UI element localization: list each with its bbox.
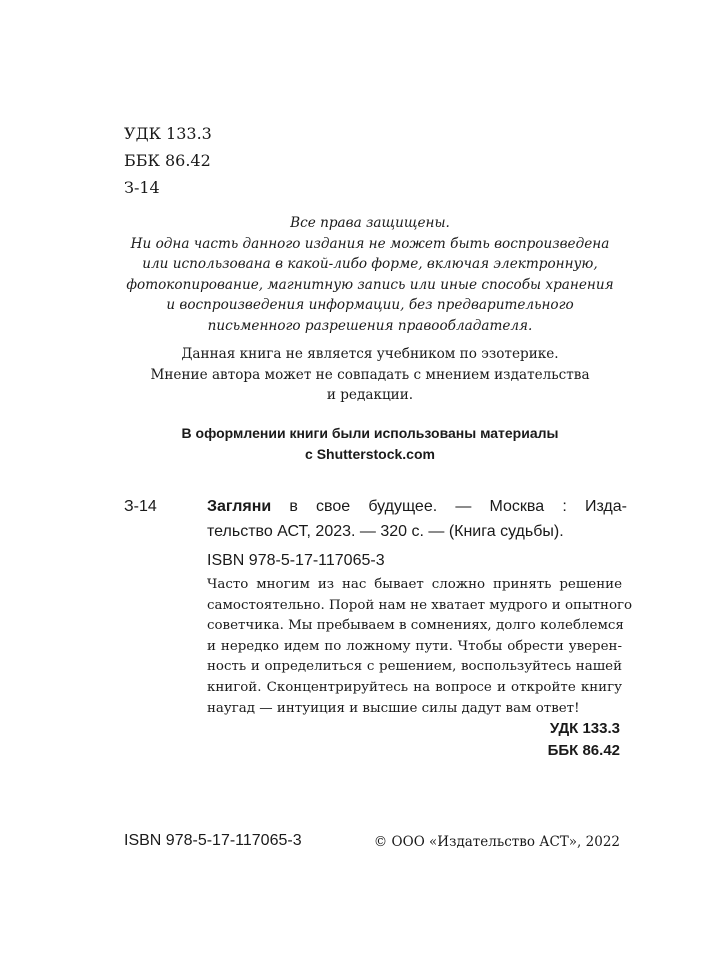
rights-notice <box>100 213 640 336</box>
credits-line: с Shutterstock.com <box>305 445 435 462</box>
biblio-line: тельство АСТ, 2023. — 320 с. — (Книга судьбы). <box>207 522 564 540</box>
book-title: Загляни <box>207 498 272 515</box>
bbk-code: ББК 86.42 <box>124 151 211 170</box>
catalog-author-sign: З-14 <box>124 498 157 515</box>
annotation-line: ность и определиться с решением, воспользуйтесь нашей <box>207 659 622 675</box>
rights-line: и воспроизведения информации, без предварительного <box>166 297 574 313</box>
disclaimer <box>100 344 640 406</box>
rights-line: Все права защищены. <box>290 215 450 231</box>
classification-codes <box>124 120 212 201</box>
annotation-bbk: ББК 86.42 <box>547 742 620 759</box>
annotation-line: и нередко идем по ложному пути. Чтобы обрести уверен- <box>207 638 622 654</box>
copyright-notice: © ООО «Издательство АСТ», 2022 <box>373 834 620 850</box>
rights-line: письменного разрешения правообладателя. <box>207 317 533 334</box>
rights-line: Ни одна часть данного издания не может быть воспроизведена <box>130 235 610 252</box>
annotation-udk: УДК 133.3 <box>549 720 620 737</box>
annotation-line: Часто многим из нас бывает сложно принять решение <box>207 577 622 592</box>
annotation <box>207 575 633 719</box>
image-credits <box>100 423 640 464</box>
annotation-line: наугад — интуиция и высшие силы дадут вам ответ! <box>207 700 580 716</box>
biblio-line <box>207 495 627 520</box>
catalog-isbn: ISBN 978-5-17-117065-3 <box>207 552 385 569</box>
disclaimer-line: и редакции. <box>326 387 414 403</box>
credits-line: В оформлении книги были использованы материалы <box>181 425 559 441</box>
rights-line: или использована в какой-либо форме, включая электронную, <box>142 256 598 272</box>
annotation-line: самостоятельно. Порой нам не хватает мудрого и опытного <box>207 597 633 613</box>
biblio-line-rest: в свое будущее. — Москва : Изда- <box>271 498 627 515</box>
bibliographic-record <box>207 495 627 544</box>
annotation-line: советчика. Мы пребываем в сомнениях, долго колеблемся <box>207 618 624 634</box>
disclaimer-line: Мнение автора может не совпадать с мнением издательства <box>150 366 590 383</box>
footer-isbn: ISBN 978-5-17-117065-3 <box>124 832 302 849</box>
annotation-line: книгой. Сконцентрируйтесь на вопросе и откройте книгу <box>207 679 622 695</box>
author-sign: З-14 <box>124 178 160 197</box>
disclaimer-line: Данная книга не является учебником по эзотерике. <box>181 346 559 362</box>
udk-code: УДК 133.3 <box>124 124 212 143</box>
rights-line: фотокопирование, магнитную запись или иные способы хранения <box>126 276 614 293</box>
annotation-codes <box>548 718 620 762</box>
